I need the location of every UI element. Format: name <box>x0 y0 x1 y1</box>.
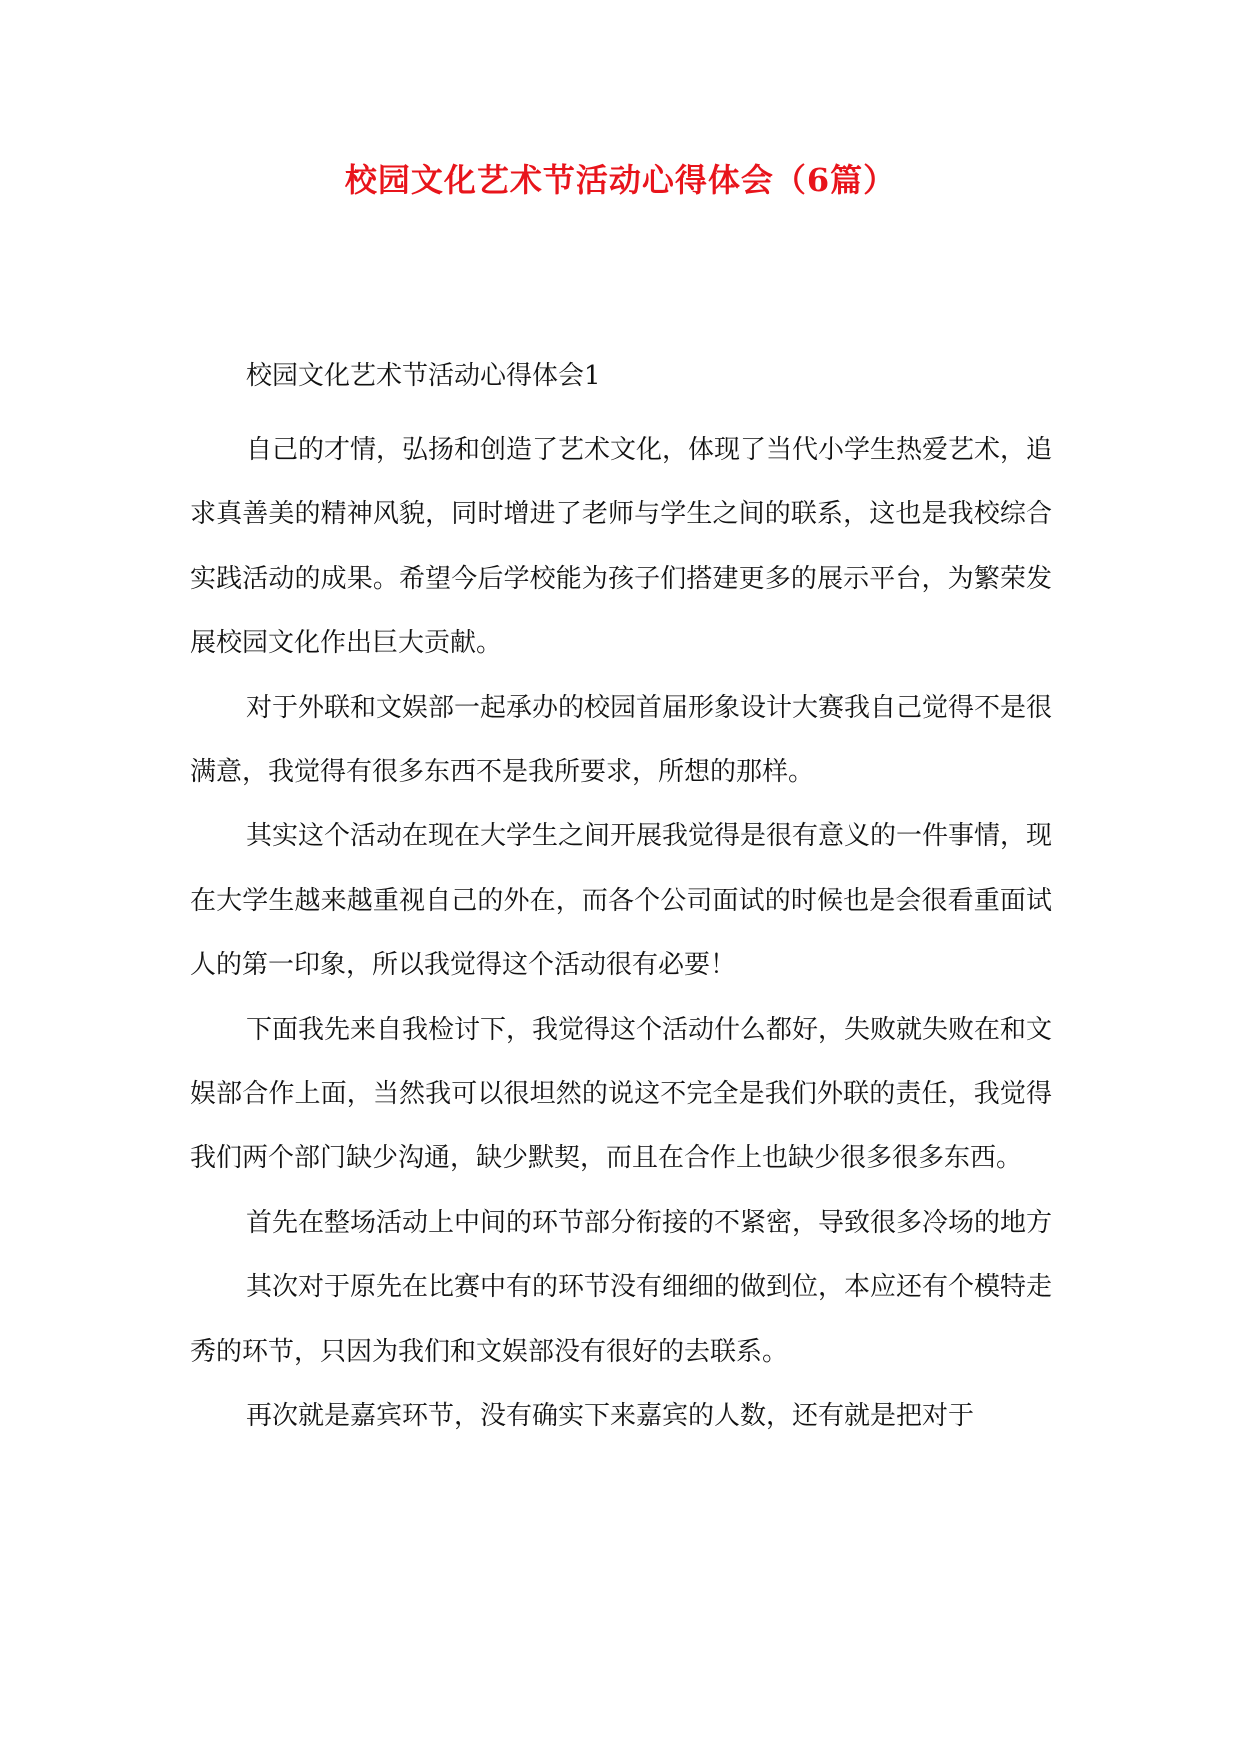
paragraph: 下面我先来自我检讨下，我觉得这个活动什么都好，失败就失败在和文娱部合作上面，当然我可以很坦然的说这不完全是我们外联的责任，我觉得我们两个部门缺少沟通，缺少默契，而且在合作上也缺少很多很多东西。 <box>190 1014 1053 1174</box>
paragraph: 再次就是嘉宾环节，没有确实下来嘉宾的人数，还有就是把对于 <box>246 1401 975 1432</box>
paragraph: 其次对于原先在比赛中有的环节没有细细的做到位，本应还有个模特走秀的环节，只因为我们和文娱部没有很好的去联系。 <box>190 1272 1053 1367</box>
paragraph: 其实这个活动在现在大学生之间开展我觉得是很有意义的一件事情，现在大学生越来越重视自己的外在，而各个公司面试的时候也是会很看重面试人的第一印象，所以我觉得这个活动很有必要！ <box>190 821 1053 981</box>
paragraph: 对于外联和文娱部一起承办的校园首届形象设计大赛我自己觉得不是很满意，我觉得有很多东西不是我所要求，所想的那样。 <box>190 692 1053 788</box>
section-heading: 校园文化艺术节活动心得体会1 <box>246 361 601 391</box>
document-title: 校园文化艺术节活动心得体会（6篇） <box>344 161 897 199</box>
paragraph: 自己的才情，弘扬和创造了艺术文化，体现了当代小学生热爱艺术，追求真善美的精神风貌，同时增进了老师与学生之间的联系，这也是我校综合实践活动的成果。希望今后学校能为孩子们搭建更多的展示平台，为繁荣发展校园文化作出巨大贡献。 <box>190 435 1053 659</box>
paragraph: 首先在整场活动上中间的环节部分衔接的不紧密，导致很多冷场的地方 <box>246 1207 1053 1238</box>
document-body <box>190 356 1052 1449</box>
